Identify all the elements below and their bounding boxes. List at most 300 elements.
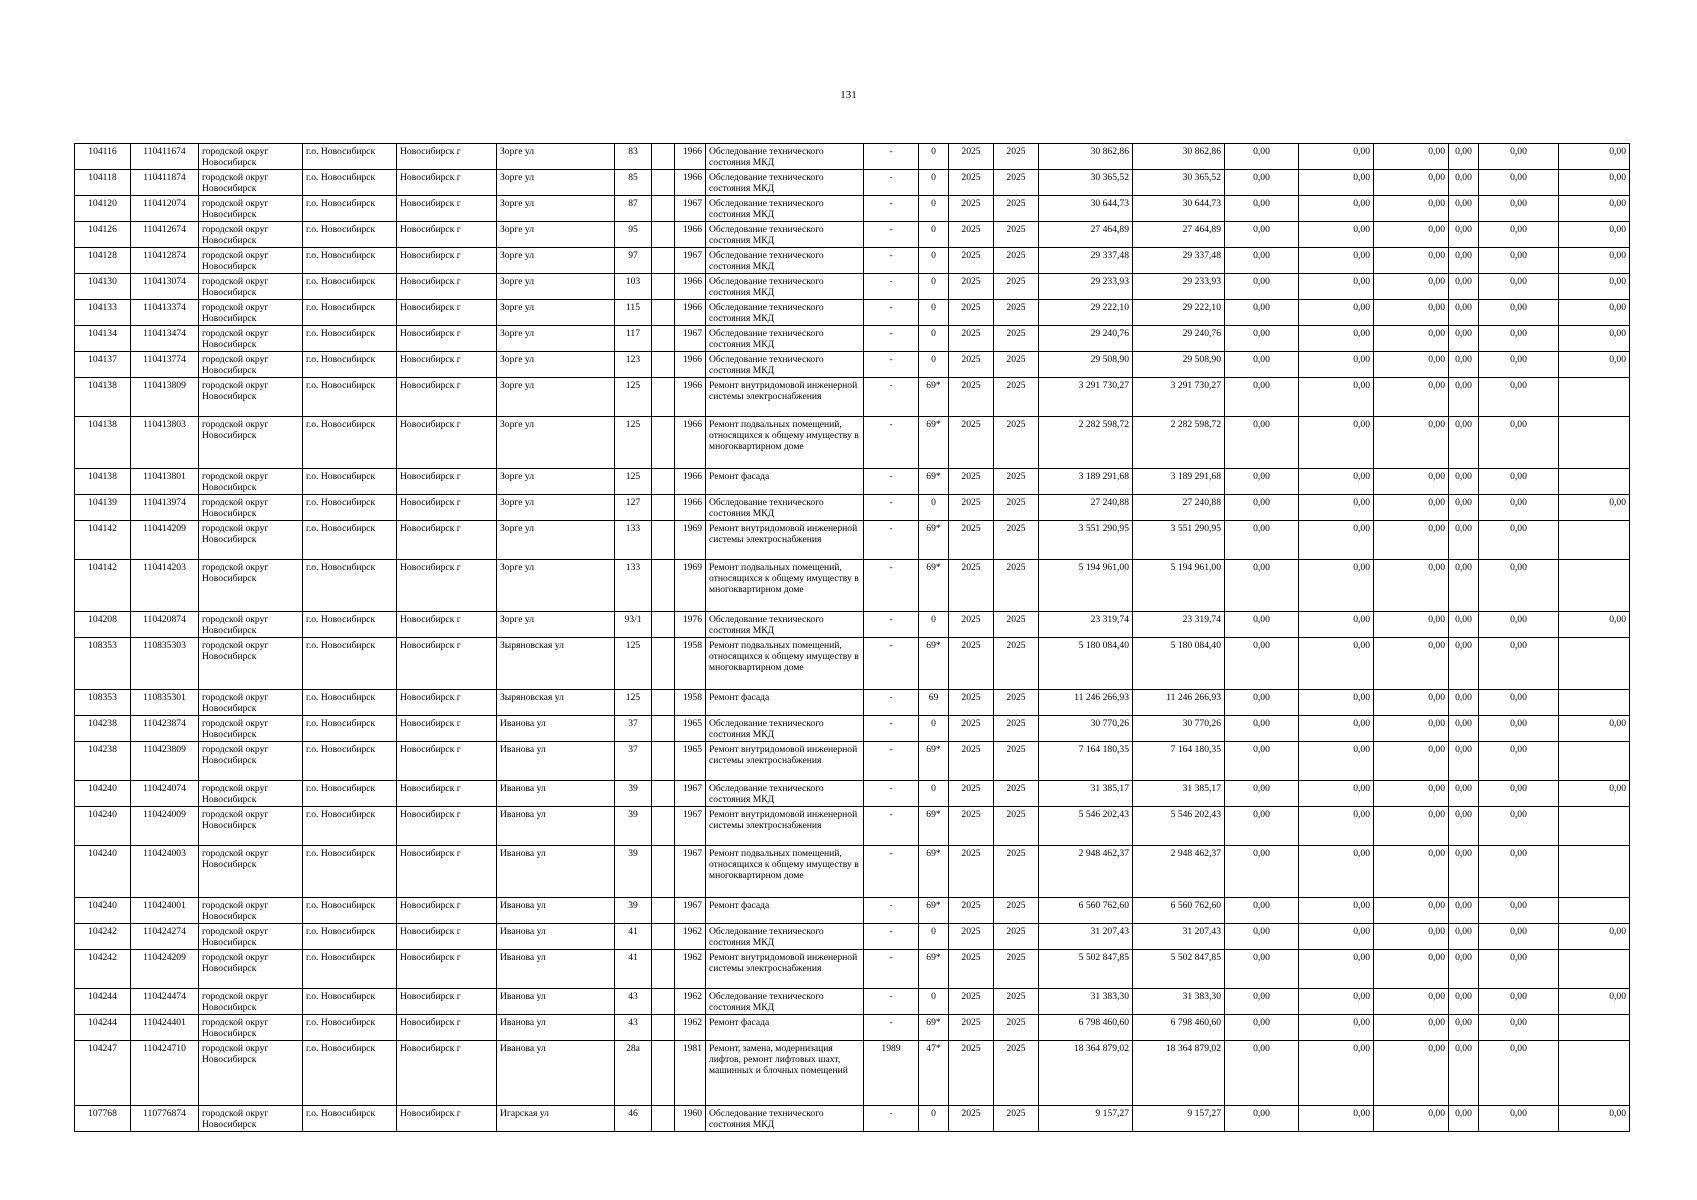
cell-budget-cost-2: 0,00 — [1299, 807, 1374, 846]
cell-municipality-short: г.о. Новосибирск — [303, 638, 397, 690]
cell-object-code: 110776874 — [131, 1106, 199, 1132]
cell-municipality-short: г.о. Новосибирск — [303, 170, 397, 196]
cell-budget-cost-4: 0,00 — [1449, 326, 1479, 352]
cell-work-type: Обследование технического состояния МКД — [706, 222, 864, 248]
cell-municipality-short: г.о. Новосибирск — [303, 950, 397, 989]
cell-wear-percent: 0 — [919, 924, 949, 950]
cell-work-type: Ремонт подвальных помещений, относящихся к общему имуществу в многоквартирном доме — [706, 417, 864, 469]
cell-municipality-short: г.о. Новосибирск — [303, 612, 397, 638]
cell-municipality-short: г.о. Новосибирск — [303, 781, 397, 807]
cell-object-code: 110424209 — [131, 950, 199, 989]
cell-budget-cost-2: 0,00 — [1299, 417, 1374, 469]
cell-fund-cost: 3 551 290,95 — [1133, 521, 1225, 560]
cell-budget-cost-2: 0,00 — [1299, 274, 1374, 300]
cell-wear-percent: 0 — [919, 989, 949, 1015]
cell-fund-cost: 6 560 762,60 — [1133, 898, 1225, 924]
cell-municipal-district: городской округ Новосибирск — [199, 742, 303, 781]
cell-start-year: 2025 — [949, 989, 994, 1015]
cell-municipality-short: г.о. Новосибирск — [303, 1041, 397, 1106]
table-row — [75, 807, 1630, 846]
cell-municipality-short: г.о. Новосибирск — [303, 1106, 397, 1132]
cell-wear-percent: 0 — [919, 170, 949, 196]
cell-building-letter — [652, 352, 675, 378]
cell-last-repair-year: - — [864, 924, 919, 950]
cell-street: Зорге ул — [497, 326, 615, 352]
cell-start-year: 2025 — [949, 781, 994, 807]
cell-house-number: 125 — [615, 417, 652, 469]
cell-budget-cost-1: 0,00 — [1225, 1041, 1299, 1106]
cell-street: Зорге ул — [497, 521, 615, 560]
cell-work-type: Обследование технического состояния МКД — [706, 196, 864, 222]
table-row — [75, 417, 1630, 469]
cell-municipality-short: г.о. Новосибирск — [303, 924, 397, 950]
cell-record-id: 104247 — [75, 1041, 131, 1106]
cell-street: Зорге ул — [497, 196, 615, 222]
cell-house-number: 123 — [615, 352, 652, 378]
cell-budget-cost-2: 0,00 — [1299, 196, 1374, 222]
cell-record-id: 104137 — [75, 352, 131, 378]
cell-year-built: 1960 — [675, 1106, 706, 1132]
cell-fund-cost: 2 948 462,37 — [1133, 846, 1225, 898]
cell-record-id: 108353 — [75, 690, 131, 716]
cell-other-cost — [1559, 378, 1630, 417]
cell-record-id: 104138 — [75, 469, 131, 495]
cell-total-cost: 2 282 598,72 — [1039, 417, 1133, 469]
cell-object-code: 110424274 — [131, 924, 199, 950]
cell-total-cost: 27 464,89 — [1039, 222, 1133, 248]
cell-fund-cost: 29 240,76 — [1133, 326, 1225, 352]
cell-wear-percent: 0 — [919, 274, 949, 300]
cell-end-year: 2025 — [994, 560, 1039, 612]
cell-end-year: 2025 — [994, 1106, 1039, 1132]
cell-budget-cost-1: 0,00 — [1225, 300, 1299, 326]
cell-budget-cost-4: 0,00 — [1449, 690, 1479, 716]
cell-budget-cost-4: 0,00 — [1449, 521, 1479, 560]
cell-building-letter — [652, 1041, 675, 1106]
cell-budget-cost-2: 0,00 — [1299, 326, 1374, 352]
cell-budget-cost-5: 0,00 — [1479, 352, 1559, 378]
cell-year-built: 1966 — [675, 274, 706, 300]
cell-municipal-district: городской округ Новосибирск — [199, 807, 303, 846]
cell-last-repair-year: - — [864, 690, 919, 716]
table-row — [75, 248, 1630, 274]
cell-budget-cost-2: 0,00 — [1299, 521, 1374, 560]
cell-budget-cost-1: 0,00 — [1225, 326, 1299, 352]
cell-house-number: 39 — [615, 781, 652, 807]
cell-municipal-district: городской округ Новосибирск — [199, 300, 303, 326]
cell-last-repair-year: - — [864, 274, 919, 300]
cell-municipality-short: г.о. Новосибирск — [303, 898, 397, 924]
table-row — [75, 690, 1630, 716]
cell-settlement: Новосибирск г — [397, 144, 497, 170]
cell-start-year: 2025 — [949, 638, 994, 690]
cell-budget-cost-2: 0,00 — [1299, 612, 1374, 638]
cell-fund-cost: 31 385,17 — [1133, 781, 1225, 807]
cell-budget-cost-2: 0,00 — [1299, 846, 1374, 898]
cell-wear-percent: 69* — [919, 638, 949, 690]
cell-last-repair-year: - — [864, 378, 919, 417]
cell-budget-cost-1: 0,00 — [1225, 1106, 1299, 1132]
cell-street: Иванова ул — [497, 989, 615, 1015]
cell-budget-cost-3: 0,00 — [1374, 417, 1449, 469]
cell-year-built: 1966 — [675, 378, 706, 417]
table-row — [75, 495, 1630, 521]
cell-street: Зорге ул — [497, 352, 615, 378]
table-row — [75, 469, 1630, 495]
cell-other-cost: 0,00 — [1559, 781, 1630, 807]
cell-fund-cost: 30 862,86 — [1133, 144, 1225, 170]
page-number: 131 — [840, 89, 857, 101]
cell-building-letter — [652, 1106, 675, 1132]
cell-budget-cost-5: 0,00 — [1479, 716, 1559, 742]
cell-building-letter — [652, 495, 675, 521]
cell-object-code: 110424401 — [131, 1015, 199, 1041]
cell-settlement: Новосибирск г — [397, 521, 497, 560]
cell-last-repair-year: - — [864, 612, 919, 638]
cell-work-type: Обследование технического состояния МКД — [706, 495, 864, 521]
cell-budget-cost-1: 0,00 — [1225, 274, 1299, 300]
cell-year-built: 1958 — [675, 638, 706, 690]
cell-budget-cost-3: 0,00 — [1374, 326, 1449, 352]
cell-other-cost: 0,00 — [1559, 1106, 1630, 1132]
cell-budget-cost-4: 0,00 — [1449, 716, 1479, 742]
table-row — [75, 781, 1630, 807]
cell-year-built: 1981 — [675, 1041, 706, 1106]
cell-year-built: 1967 — [675, 781, 706, 807]
cell-budget-cost-5: 0,00 — [1479, 898, 1559, 924]
cell-object-code: 110411874 — [131, 170, 199, 196]
cell-budget-cost-3: 0,00 — [1374, 742, 1449, 781]
cell-other-cost: 0,00 — [1559, 300, 1630, 326]
capital-repair-table — [74, 143, 1630, 1132]
cell-work-type: Ремонт подвальных помещений, относящихся к общему имуществу в многоквартирном доме — [706, 846, 864, 898]
cell-fund-cost: 23 319,74 — [1133, 612, 1225, 638]
cell-wear-percent: 47* — [919, 1041, 949, 1106]
cell-wear-percent: 0 — [919, 248, 949, 274]
cell-year-built: 1967 — [675, 326, 706, 352]
cell-total-cost: 29 233,93 — [1039, 274, 1133, 300]
cell-building-letter — [652, 469, 675, 495]
cell-budget-cost-2: 0,00 — [1299, 144, 1374, 170]
cell-budget-cost-3: 0,00 — [1374, 469, 1449, 495]
cell-work-type: Обследование технического состояния МКД — [706, 170, 864, 196]
cell-start-year: 2025 — [949, 417, 994, 469]
cell-end-year: 2025 — [994, 300, 1039, 326]
cell-object-code: 110413474 — [131, 326, 199, 352]
table-row — [75, 989, 1630, 1015]
cell-house-number: 125 — [615, 690, 652, 716]
cell-year-built: 1967 — [675, 898, 706, 924]
cell-work-type: Ремонт внутридомовой инженерной системы электроснабжения — [706, 742, 864, 781]
cell-end-year: 2025 — [994, 1015, 1039, 1041]
cell-house-number: 93/1 — [615, 612, 652, 638]
cell-building-letter — [652, 222, 675, 248]
cell-wear-percent: 69 — [919, 690, 949, 716]
cell-record-id: 104242 — [75, 924, 131, 950]
cell-budget-cost-5: 0,00 — [1479, 521, 1559, 560]
cell-total-cost: 6 560 762,60 — [1039, 898, 1133, 924]
cell-settlement: Новосибирск г — [397, 898, 497, 924]
cell-house-number: 37 — [615, 716, 652, 742]
cell-other-cost: 0,00 — [1559, 248, 1630, 274]
cell-budget-cost-2: 0,00 — [1299, 300, 1374, 326]
cell-budget-cost-2: 0,00 — [1299, 781, 1374, 807]
cell-budget-cost-2: 0,00 — [1299, 495, 1374, 521]
cell-other-cost — [1559, 1041, 1630, 1106]
cell-budget-cost-1: 0,00 — [1225, 378, 1299, 417]
cell-start-year: 2025 — [949, 300, 994, 326]
cell-last-repair-year: - — [864, 560, 919, 612]
cell-street: Зорге ул — [497, 612, 615, 638]
cell-budget-cost-3: 0,00 — [1374, 274, 1449, 300]
cell-object-code: 110412874 — [131, 248, 199, 274]
cell-street: Иванова ул — [497, 1015, 615, 1041]
cell-end-year: 2025 — [994, 612, 1039, 638]
cell-record-id: 104126 — [75, 222, 131, 248]
cell-wear-percent: 69* — [919, 521, 949, 560]
cell-budget-cost-1: 0,00 — [1225, 352, 1299, 378]
cell-budget-cost-5: 0,00 — [1479, 144, 1559, 170]
cell-settlement: Новосибирск г — [397, 469, 497, 495]
cell-budget-cost-4: 0,00 — [1449, 417, 1479, 469]
cell-start-year: 2025 — [949, 248, 994, 274]
cell-building-letter — [652, 1015, 675, 1041]
cell-other-cost: 0,00 — [1559, 326, 1630, 352]
cell-budget-cost-5: 0,00 — [1479, 1015, 1559, 1041]
cell-building-letter — [652, 417, 675, 469]
cell-end-year: 2025 — [994, 222, 1039, 248]
cell-budget-cost-5: 0,00 — [1479, 1106, 1559, 1132]
cell-municipality-short: г.о. Новосибирск — [303, 560, 397, 612]
cell-settlement: Новосибирск г — [397, 989, 497, 1015]
cell-year-built: 1966 — [675, 222, 706, 248]
cell-object-code: 110413374 — [131, 300, 199, 326]
cell-budget-cost-4: 0,00 — [1449, 1106, 1479, 1132]
cell-last-repair-year: - — [864, 352, 919, 378]
cell-fund-cost: 31 383,30 — [1133, 989, 1225, 1015]
table-row — [75, 612, 1630, 638]
cell-budget-cost-1: 0,00 — [1225, 716, 1299, 742]
cell-other-cost — [1559, 690, 1630, 716]
cell-fund-cost: 2 282 598,72 — [1133, 417, 1225, 469]
table-body — [75, 144, 1630, 1132]
cell-work-type: Ремонт внутридомовой инженерной системы электроснабжения — [706, 378, 864, 417]
cell-budget-cost-5: 0,00 — [1479, 807, 1559, 846]
cell-budget-cost-5: 0,00 — [1479, 742, 1559, 781]
cell-municipal-district: городской округ Новосибирск — [199, 846, 303, 898]
cell-house-number: 85 — [615, 170, 652, 196]
cell-other-cost — [1559, 469, 1630, 495]
cell-work-type: Ремонт фасада — [706, 469, 864, 495]
cell-year-built: 1967 — [675, 248, 706, 274]
cell-object-code: 110411674 — [131, 144, 199, 170]
cell-budget-cost-5: 0,00 — [1479, 781, 1559, 807]
cell-fund-cost: 30 365,52 — [1133, 170, 1225, 196]
cell-year-built: 1966 — [675, 469, 706, 495]
cell-budget-cost-4: 0,00 — [1449, 495, 1479, 521]
cell-budget-cost-4: 0,00 — [1449, 560, 1479, 612]
cell-budget-cost-2: 0,00 — [1299, 989, 1374, 1015]
cell-other-cost — [1559, 521, 1630, 560]
cell-end-year: 2025 — [994, 690, 1039, 716]
cell-last-repair-year: - — [864, 222, 919, 248]
cell-budget-cost-2: 0,00 — [1299, 742, 1374, 781]
cell-total-cost: 31 207,43 — [1039, 924, 1133, 950]
cell-end-year: 2025 — [994, 469, 1039, 495]
table-row — [75, 898, 1630, 924]
cell-other-cost: 0,00 — [1559, 352, 1630, 378]
cell-street: Иванова ул — [497, 950, 615, 989]
cell-settlement: Новосибирск г — [397, 612, 497, 638]
cell-record-id: 104138 — [75, 417, 131, 469]
cell-object-code: 110424074 — [131, 781, 199, 807]
cell-street: Зыряновская ул — [497, 690, 615, 716]
cell-end-year: 2025 — [994, 352, 1039, 378]
cell-start-year: 2025 — [949, 742, 994, 781]
cell-object-code: 110835301 — [131, 690, 199, 716]
cell-end-year: 2025 — [994, 196, 1039, 222]
cell-end-year: 2025 — [994, 989, 1039, 1015]
cell-building-letter — [652, 326, 675, 352]
cell-wear-percent: 69* — [919, 898, 949, 924]
cell-record-id: 104142 — [75, 521, 131, 560]
table-row — [75, 196, 1630, 222]
cell-budget-cost-3: 0,00 — [1374, 1106, 1449, 1132]
cell-budget-cost-3: 0,00 — [1374, 1015, 1449, 1041]
cell-wear-percent: 69* — [919, 378, 949, 417]
cell-record-id: 108353 — [75, 638, 131, 690]
cell-budget-cost-4: 0,00 — [1449, 612, 1479, 638]
cell-other-cost — [1559, 638, 1630, 690]
cell-object-code: 110412674 — [131, 222, 199, 248]
cell-street: Иванова ул — [497, 781, 615, 807]
cell-municipal-district: городской округ Новосибирск — [199, 417, 303, 469]
table-row — [75, 560, 1630, 612]
cell-budget-cost-4: 0,00 — [1449, 638, 1479, 690]
cell-object-code: 110413774 — [131, 352, 199, 378]
cell-budget-cost-3: 0,00 — [1374, 924, 1449, 950]
cell-object-code: 110424474 — [131, 989, 199, 1015]
cell-budget-cost-4: 0,00 — [1449, 378, 1479, 417]
cell-house-number: 39 — [615, 898, 652, 924]
cell-municipal-district: городской округ Новосибирск — [199, 898, 303, 924]
cell-house-number: 39 — [615, 807, 652, 846]
cell-wear-percent: 69* — [919, 1015, 949, 1041]
cell-municipality-short: г.о. Новосибирск — [303, 690, 397, 716]
cell-house-number: 115 — [615, 300, 652, 326]
cell-last-repair-year: - — [864, 742, 919, 781]
cell-other-cost: 0,00 — [1559, 495, 1630, 521]
cell-building-letter — [652, 560, 675, 612]
cell-record-id: 104242 — [75, 950, 131, 989]
cell-start-year: 2025 — [949, 1015, 994, 1041]
cell-settlement: Новосибирск г — [397, 1106, 497, 1132]
cell-record-id: 104208 — [75, 612, 131, 638]
cell-budget-cost-3: 0,00 — [1374, 989, 1449, 1015]
cell-settlement: Новосибирск г — [397, 807, 497, 846]
cell-street: Зорге ул — [497, 378, 615, 417]
cell-municipality-short: г.о. Новосибирск — [303, 807, 397, 846]
table-row — [75, 352, 1630, 378]
cell-street: Игарская ул — [497, 1106, 615, 1132]
cell-budget-cost-1: 0,00 — [1225, 742, 1299, 781]
cell-total-cost: 18 364 879,02 — [1039, 1041, 1133, 1106]
cell-house-number: 39 — [615, 846, 652, 898]
cell-fund-cost: 5 546 202,43 — [1133, 807, 1225, 846]
cell-start-year: 2025 — [949, 1041, 994, 1106]
table-row — [75, 144, 1630, 170]
cell-object-code: 110423809 — [131, 742, 199, 781]
cell-fund-cost: 18 364 879,02 — [1133, 1041, 1225, 1106]
cell-record-id: 104138 — [75, 378, 131, 417]
cell-budget-cost-5: 0,00 — [1479, 248, 1559, 274]
cell-end-year: 2025 — [994, 1041, 1039, 1106]
cell-year-built: 1966 — [675, 417, 706, 469]
cell-object-code: 110413801 — [131, 469, 199, 495]
cell-total-cost: 30 365,52 — [1039, 170, 1133, 196]
cell-last-repair-year: - — [864, 807, 919, 846]
cell-settlement: Новосибирск г — [397, 950, 497, 989]
cell-wear-percent: 69* — [919, 807, 949, 846]
table-row — [75, 924, 1630, 950]
cell-wear-percent: 69* — [919, 742, 949, 781]
cell-end-year: 2025 — [994, 898, 1039, 924]
cell-record-id: 104244 — [75, 1015, 131, 1041]
cell-municipality-short: г.о. Новосибирск — [303, 352, 397, 378]
cell-start-year: 2025 — [949, 495, 994, 521]
cell-budget-cost-1: 0,00 — [1225, 898, 1299, 924]
cell-budget-cost-1: 0,00 — [1225, 989, 1299, 1015]
cell-year-built: 1962 — [675, 989, 706, 1015]
cell-last-repair-year: - — [864, 716, 919, 742]
cell-start-year: 2025 — [949, 222, 994, 248]
cell-budget-cost-1: 0,00 — [1225, 690, 1299, 716]
cell-budget-cost-4: 0,00 — [1449, 1015, 1479, 1041]
cell-street: Зорге ул — [497, 248, 615, 274]
cell-total-cost: 27 240,88 — [1039, 495, 1133, 521]
cell-wear-percent: 0 — [919, 716, 949, 742]
cell-year-built: 1969 — [675, 560, 706, 612]
cell-total-cost: 11 246 266,93 — [1039, 690, 1133, 716]
cell-settlement: Новосибирск г — [397, 924, 497, 950]
cell-fund-cost: 27 464,89 — [1133, 222, 1225, 248]
cell-work-type: Ремонт внутридомовой инженерной системы электроснабжения — [706, 807, 864, 846]
cell-budget-cost-1: 0,00 — [1225, 560, 1299, 612]
cell-start-year: 2025 — [949, 690, 994, 716]
cell-work-type: Обследование технического состояния МКД — [706, 274, 864, 300]
cell-last-repair-year: - — [864, 326, 919, 352]
cell-object-code: 110412074 — [131, 196, 199, 222]
cell-municipality-short: г.о. Новосибирск — [303, 846, 397, 898]
cell-house-number: 41 — [615, 950, 652, 989]
cell-building-letter — [652, 950, 675, 989]
cell-work-type: Обследование технического состояния МКД — [706, 612, 864, 638]
cell-house-number: 127 — [615, 495, 652, 521]
cell-work-type: Обследование технического состояния МКД — [706, 352, 864, 378]
cell-end-year: 2025 — [994, 378, 1039, 417]
cell-house-number: 133 — [615, 560, 652, 612]
cell-municipality-short: г.о. Новосибирск — [303, 144, 397, 170]
cell-municipal-district: городской округ Новосибирск — [199, 144, 303, 170]
cell-record-id: 104244 — [75, 989, 131, 1015]
cell-building-letter — [652, 274, 675, 300]
cell-municipal-district: городской округ Новосибирск — [199, 495, 303, 521]
cell-budget-cost-2: 0,00 — [1299, 248, 1374, 274]
cell-budget-cost-3: 0,00 — [1374, 638, 1449, 690]
cell-building-letter — [652, 378, 675, 417]
cell-last-repair-year: - — [864, 846, 919, 898]
cell-budget-cost-3: 0,00 — [1374, 144, 1449, 170]
